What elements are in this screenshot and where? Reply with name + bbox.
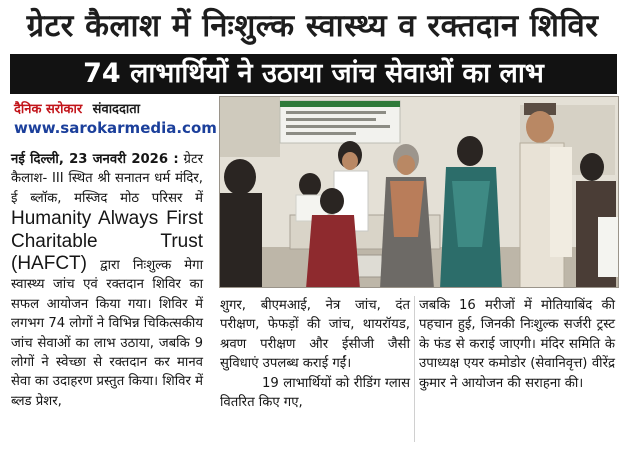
organization-name: Humanity Always First Charitable Trust (HAFCT) <box>11 208 203 275</box>
article-dateline: नई दिल्ली, 23 जनवरी 2026 : <box>11 152 179 167</box>
column-1-text-a: ग्रेटर कैलाश- III स्थित श्री सनातन धर्म मंदिर, ई ब्लॉक, मस्जिद मोठ परिसर में <box>11 152 203 206</box>
column-2-text-b: 19 लाभार्थियों को रीडिंग ग्लास वितरित किए गए, <box>220 375 410 411</box>
subheadline-text: 74 लाभार्थियों ने उठाया जांच सेवाओं का लाभ <box>83 58 544 89</box>
column-1-text-b: द्वारा निःशुल्क मेगा स्वास्थ्य जांच एवं रक्तदान शिविर का सफल आयोजन किया गया। शिविर में लगभग 74 लोगों ने विभिन्न चिकित्सकीय जांच सेवाओं का लाभ उठाया, जबकि 9 लोगों ने स्वेच्छा से रक्तदान कर मानव सेवा का उदाहरण प्रस्तुत किया। शिविर में ब्लड प्रेशर, <box>11 258 203 409</box>
article-column-1 <box>11 150 203 411</box>
byline <box>14 99 140 117</box>
website-link[interactable]: www.sarokarmedia.com <box>14 119 217 137</box>
health-camp-photo <box>220 97 619 288</box>
headline: ग्रेटर कैलाश में निःशुल्क स्वास्थ्य व रक्तदान शिविर <box>26 8 599 44</box>
column-3-paragraph: जबकि 16 मरीजों में मोतियाबिंद की पहचान हुई, जिनकी निःशुल्क सर्जरी ट्रस्ट के फंड से कराई जाएगी। मंदिर समिति के उपाध्यक्ष एयर कमोडोर (सेवानिवृत्त) वीरेंद्र कुमार ने आयोजन की सराहना की। <box>419 298 615 391</box>
column-2-paragraph-2 <box>220 374 410 413</box>
event-photo <box>219 96 619 288</box>
column-divider <box>414 296 415 442</box>
column-1-paragraph <box>11 150 203 411</box>
byline-role: संवाददाता <box>92 102 141 117</box>
byline-brand: दैनिक सरोकार <box>14 102 83 117</box>
article-column-2 <box>220 296 410 412</box>
article-column-3 <box>419 296 615 393</box>
column-2-paragraph-1: शुगर, बीएमआई, नेत्र जांच, दंत परीक्षण, फेफड़ों की जांच, थायरॉयड, श्रवण परीक्षण और ईसीजी जैसी सुविधाएं उपलब्ध कराई गईं। <box>220 298 410 372</box>
subheadline-bar <box>10 54 617 94</box>
